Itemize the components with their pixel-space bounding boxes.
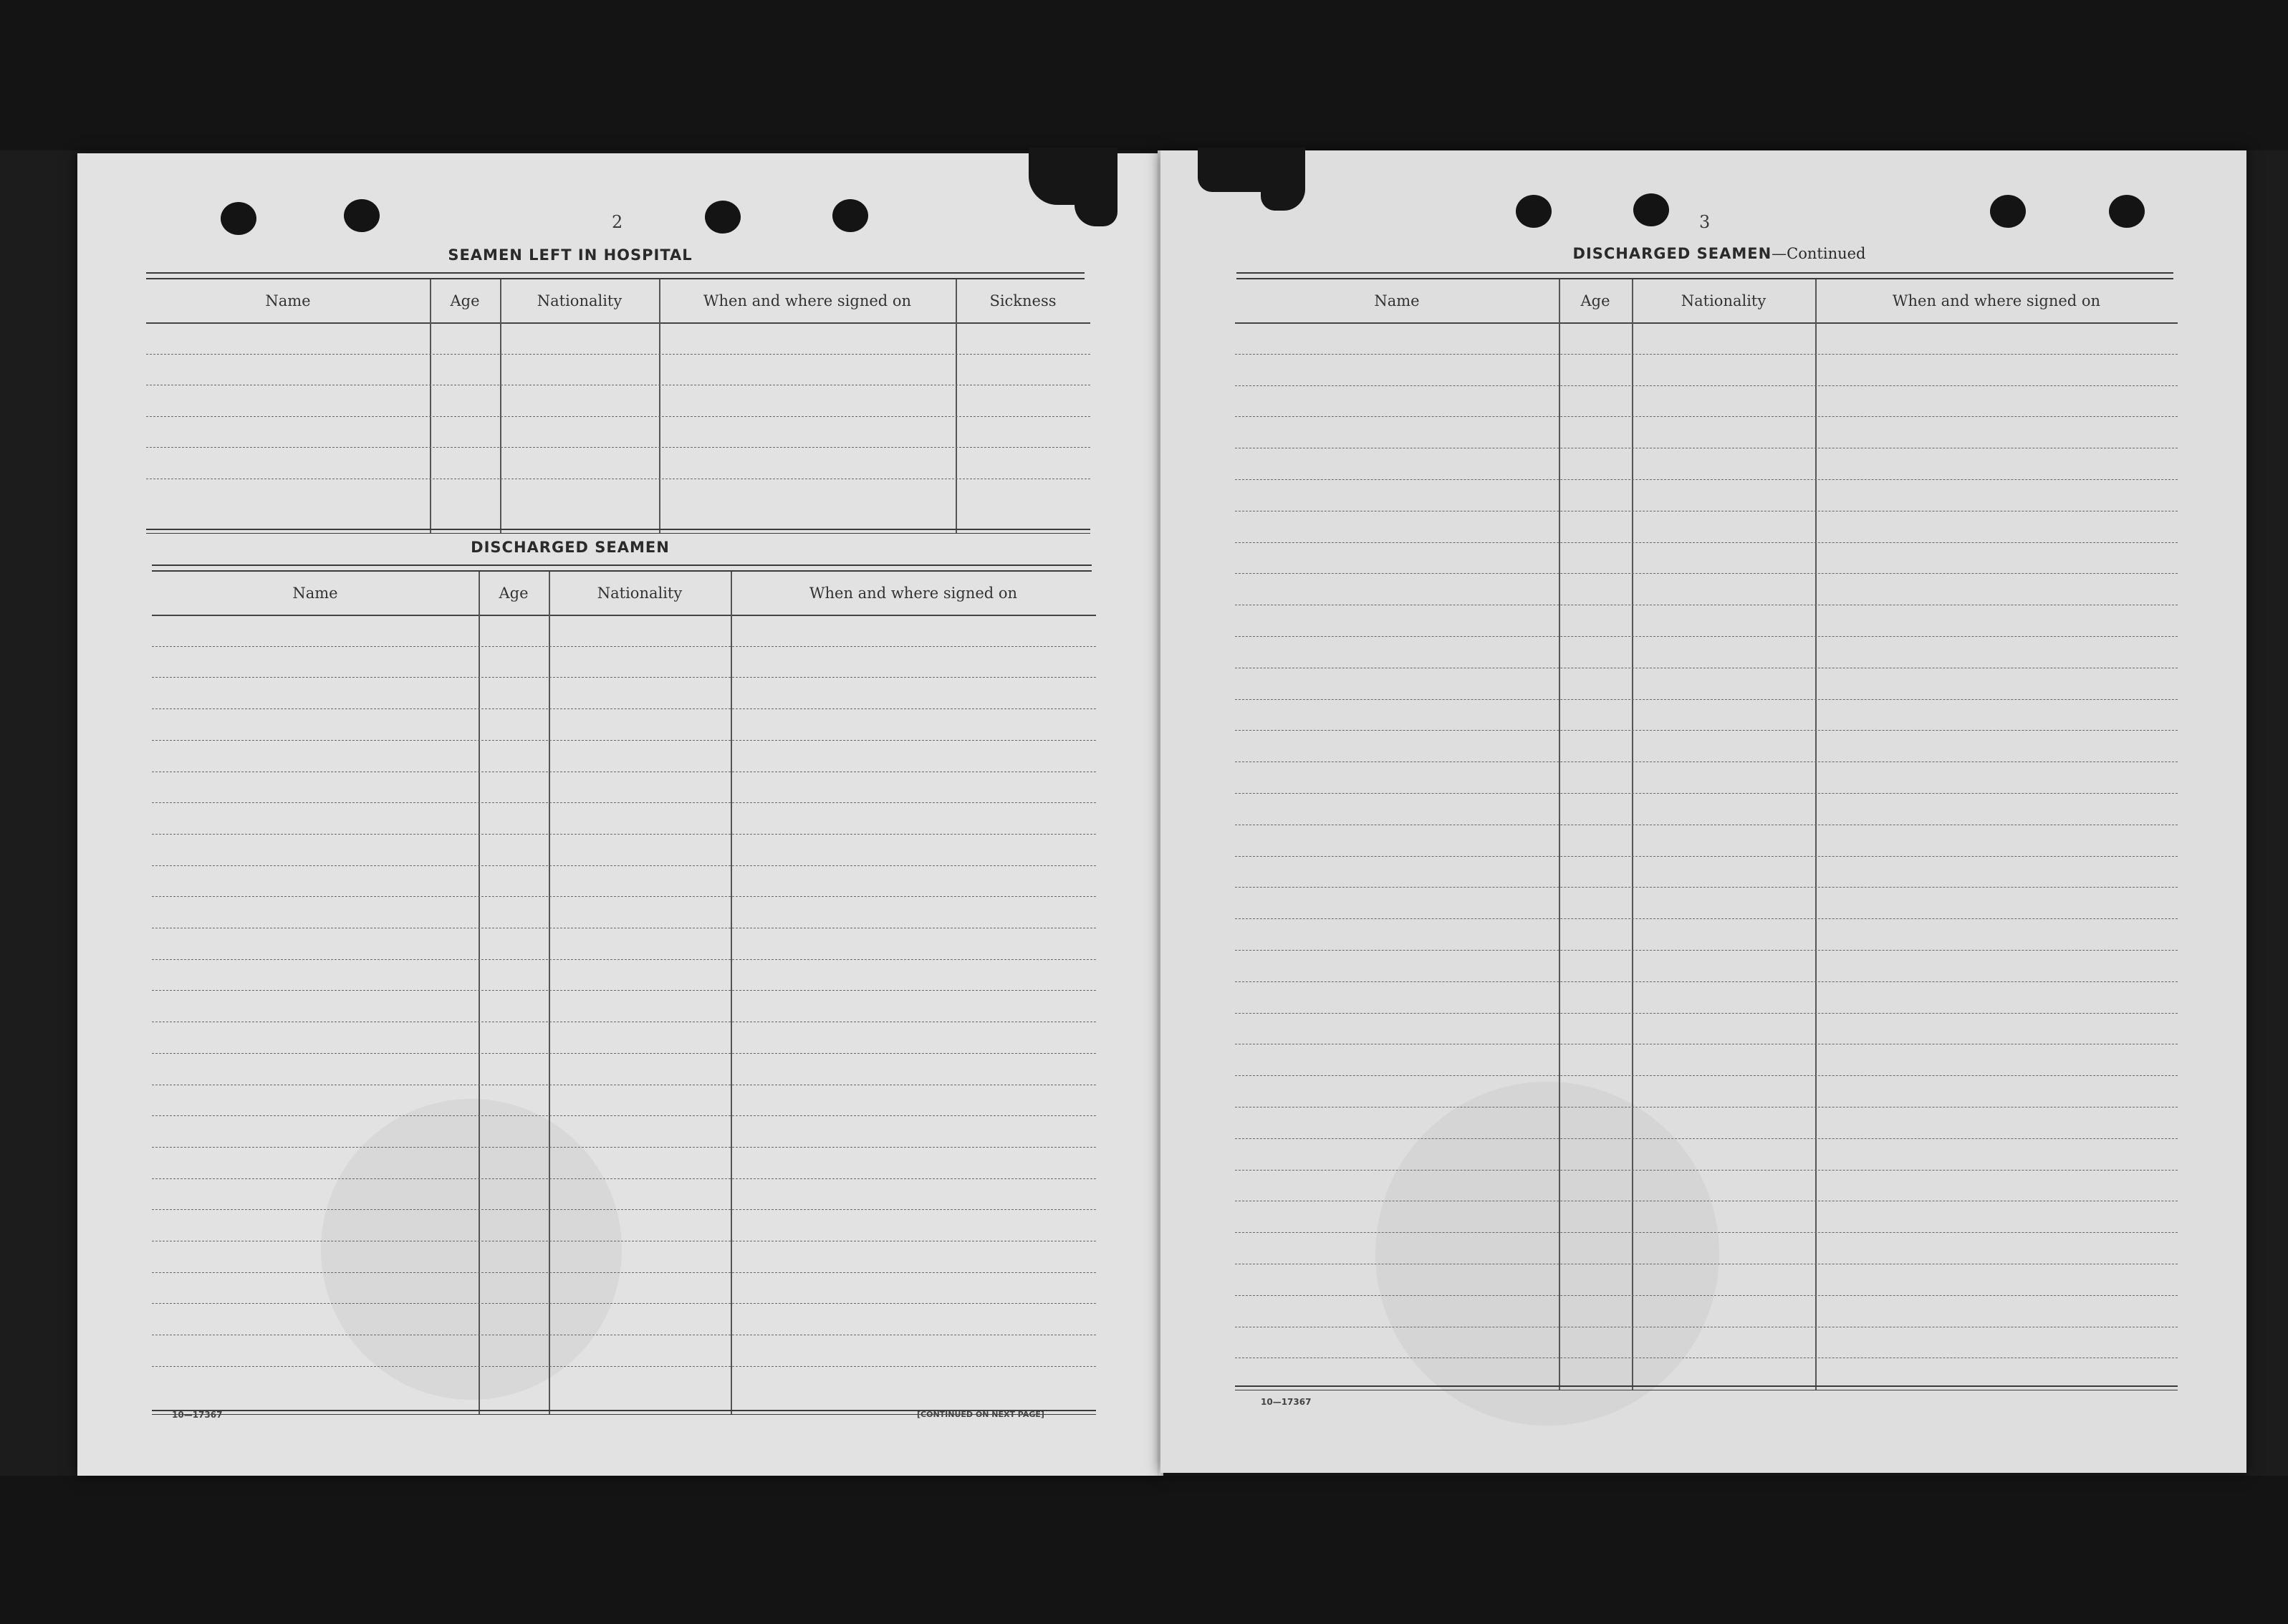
punch-hole — [344, 199, 380, 232]
table-row — [152, 1178, 1096, 1179]
table-row — [146, 447, 1090, 448]
left-page — [77, 153, 1160, 1476]
discharged-continued-table — [1235, 279, 2178, 1390]
column-header-nationality: Nationality — [1681, 292, 1767, 309]
table-row — [152, 896, 1096, 897]
table-row — [152, 708, 1096, 709]
torn-edge — [1075, 148, 1117, 226]
scan-background-bottom — [0, 1476, 2288, 1624]
column-divider — [1815, 279, 1817, 1390]
table-row — [152, 1115, 1096, 1116]
column-header-age: Age — [450, 292, 480, 309]
punch-hole — [705, 201, 741, 234]
table-bottom-rule — [1235, 1385, 2178, 1390]
table-row — [1235, 793, 2178, 794]
column-divider — [479, 572, 480, 1414]
table-row — [1235, 887, 2178, 888]
punch-hole — [1633, 193, 1669, 226]
section-title-hospital: SEAMEN LEFT IN HOSPITAL — [448, 246, 693, 264]
table-row — [1235, 1013, 2178, 1014]
scan-background-top — [0, 0, 2288, 150]
hospital-table — [146, 279, 1090, 533]
table-row — [146, 354, 1090, 355]
table-row — [152, 1272, 1096, 1273]
table-row — [1235, 918, 2178, 919]
section-title-main: DISCHARGED SEAMEN — [1572, 245, 1772, 262]
table-row — [1235, 354, 2178, 355]
punch-hole — [221, 202, 256, 235]
section-title-suffix: —Continued — [1772, 245, 1866, 262]
table-row — [152, 802, 1096, 803]
header-rule — [146, 322, 1090, 324]
punch-hole — [1990, 195, 2026, 228]
table-row — [1235, 761, 2178, 762]
table-row — [1235, 699, 2178, 700]
table-row — [1235, 1138, 2178, 1139]
table-row — [1235, 856, 2178, 857]
right-page — [1160, 150, 2246, 1473]
page-number: 3 — [1699, 212, 1711, 232]
table-row — [1235, 416, 2178, 417]
column-header-name: Name — [265, 292, 311, 309]
table-row — [1235, 1170, 2178, 1171]
double-rule — [152, 564, 1092, 572]
column-header-signed-on: When and where signed on — [1892, 292, 2101, 309]
table-row — [1235, 479, 2178, 480]
column-header-signed-on: When and where signed on — [809, 585, 1018, 602]
column-header-nationality: Nationality — [597, 585, 683, 602]
table-row — [1235, 730, 2178, 731]
continued-note: [CONTINUED ON NEXT PAGE] — [917, 1410, 1044, 1419]
table-row — [152, 1209, 1096, 1210]
form-number: 10—17367 — [1261, 1397, 1312, 1407]
discharged-table — [152, 572, 1096, 1414]
column-divider — [731, 572, 732, 1414]
column-header-name: Name — [292, 585, 338, 602]
torn-edge — [1261, 148, 1305, 211]
column-header-age: Age — [499, 585, 529, 602]
table-row — [1235, 1075, 2178, 1076]
table-row — [1235, 1232, 2178, 1233]
column-header-sickness: Sickness — [989, 292, 1057, 309]
column-divider — [549, 572, 550, 1414]
column-divider — [500, 279, 501, 533]
table-row — [1235, 1107, 2178, 1108]
table-row — [152, 865, 1096, 866]
column-divider — [1559, 279, 1560, 1390]
page-number: 2 — [612, 212, 623, 232]
table-row — [1235, 385, 2178, 386]
header-rule — [152, 615, 1096, 616]
table-row — [1235, 542, 2178, 543]
table-row — [152, 740, 1096, 741]
column-header-signed-on: When and where signed on — [703, 292, 912, 309]
section-title-discharged-continued — [1433, 245, 2006, 262]
table-row — [152, 990, 1096, 991]
table-row — [146, 416, 1090, 417]
header-rule — [1235, 322, 2178, 324]
table-row — [152, 1366, 1096, 1367]
table-row — [152, 646, 1096, 647]
table-row — [152, 1053, 1096, 1054]
punch-hole — [1516, 195, 1552, 228]
table-row — [1235, 981, 2178, 982]
column-divider — [430, 279, 431, 533]
table-row — [1235, 573, 2178, 574]
table-row — [1235, 636, 2178, 637]
table-row — [152, 834, 1096, 835]
table-row — [152, 1303, 1096, 1304]
table-row — [152, 677, 1096, 678]
table-row — [1235, 1295, 2178, 1296]
punch-hole — [2109, 195, 2145, 228]
column-divider — [659, 279, 660, 533]
table-row — [1235, 950, 2178, 951]
column-divider — [956, 279, 957, 533]
column-header-age: Age — [1580, 292, 1610, 309]
column-header-name: Name — [1374, 292, 1420, 309]
column-divider — [1632, 279, 1633, 1390]
double-rule — [146, 272, 1085, 279]
column-header-nationality: Nationality — [537, 292, 623, 309]
table-row — [152, 959, 1096, 960]
section-title-discharged: DISCHARGED SEAMEN — [471, 539, 670, 556]
table-row — [152, 1147, 1096, 1148]
double-rule — [1236, 272, 2173, 279]
punch-hole — [832, 199, 868, 232]
table-bottom-rule — [146, 529, 1090, 534]
form-number: 10—17367 — [172, 1410, 223, 1420]
